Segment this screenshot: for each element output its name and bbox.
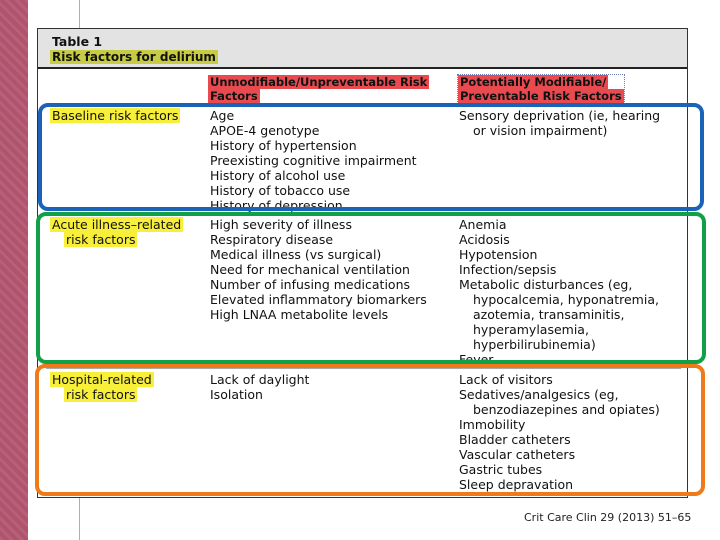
list-item: Sleep depravation	[459, 477, 574, 492]
header-unmodifiable-line2: Factors	[210, 89, 258, 103]
row-label-baseline-text: Baseline risk factors	[52, 108, 179, 123]
list-item: Medical illness (vs surgical)	[210, 247, 382, 262]
list-item: Gastric tubes	[459, 462, 543, 477]
table-title: Risk factors for delirium	[52, 50, 216, 64]
list-item: or vision impairment)	[473, 123, 608, 138]
list-item: High severity of illness	[210, 217, 352, 232]
list-item: High LNAA metabolite levels	[210, 307, 389, 322]
list-item: hyperamylasemia,	[473, 322, 589, 337]
list-item: Preexisting cognitive impairment	[210, 153, 417, 168]
list-item: Acidosis	[459, 232, 510, 247]
list-item: Immobility	[459, 417, 526, 432]
list-item: Hypotension	[459, 247, 538, 262]
header-modifiable-line1: Potentially Modifiable/	[460, 75, 607, 89]
row-label-acute-line1: Acute illness–related	[52, 217, 182, 232]
list-item: Sensory deprivation (ie, hearing	[459, 108, 661, 123]
list-item: Age	[210, 108, 235, 123]
table-title-block	[38, 29, 687, 69]
list-item: Elevated inflammatory biomarkers	[210, 292, 427, 307]
list-item: Infection/sepsis	[459, 262, 557, 277]
list-item: hypocalcemia, hyponatremia,	[473, 292, 659, 307]
list-item: Isolation	[210, 387, 263, 402]
list-item: Bladder catheters	[459, 432, 571, 447]
list-item: Sedatives/analgesics (eg,	[459, 387, 619, 402]
header-unmodifiable-line1: Unmodifiable/Unpreventable Risk	[210, 75, 428, 89]
list-item: Respiratory disease	[210, 232, 334, 247]
list-item: Metabolic disturbances (eg,	[459, 277, 633, 292]
acute-group-box	[36, 212, 706, 364]
table-number: Table 1	[52, 34, 103, 49]
header-modifiable	[458, 75, 624, 103]
list-item: History of alcohol use	[210, 168, 346, 183]
hospital-group-box	[35, 364, 705, 496]
header-modifiable-line2: Preventable Risk Factors	[460, 89, 622, 103]
list-item: Lack of visitors	[459, 372, 553, 387]
list-item: Lack of daylight	[210, 372, 310, 387]
list-item: Vascular catheters	[459, 447, 576, 462]
list-item: hyperbilirubinemia)	[473, 337, 596, 352]
header-unmodifiable	[208, 75, 429, 103]
list-item: History of depression	[210, 198, 343, 213]
list-item: History of hypertension	[210, 138, 357, 153]
list-item: Fever	[459, 352, 494, 367]
list-item: benzodiazepines and opiates)	[473, 402, 660, 417]
list-item: azotemia, transaminitis,	[473, 307, 625, 322]
row-label-acute-line2: risk factors	[66, 232, 136, 247]
row-label-hospital-line1: Hospital-related	[52, 372, 152, 387]
list-item: Anemia	[459, 217, 507, 232]
list-item: Number of infusing medications	[210, 277, 411, 292]
left-band-pattern	[0, 0, 28, 540]
list-item: APOE-4 genotype	[210, 123, 320, 138]
citation: Crit Care Clin 29 (2013) 51–65	[524, 511, 692, 524]
row-label-hospital-line2: risk factors	[66, 387, 136, 402]
list-item: History of tobacco use	[210, 183, 351, 198]
baseline-group-box	[38, 103, 704, 211]
list-item: Need for mechanical ventilation	[210, 262, 410, 277]
